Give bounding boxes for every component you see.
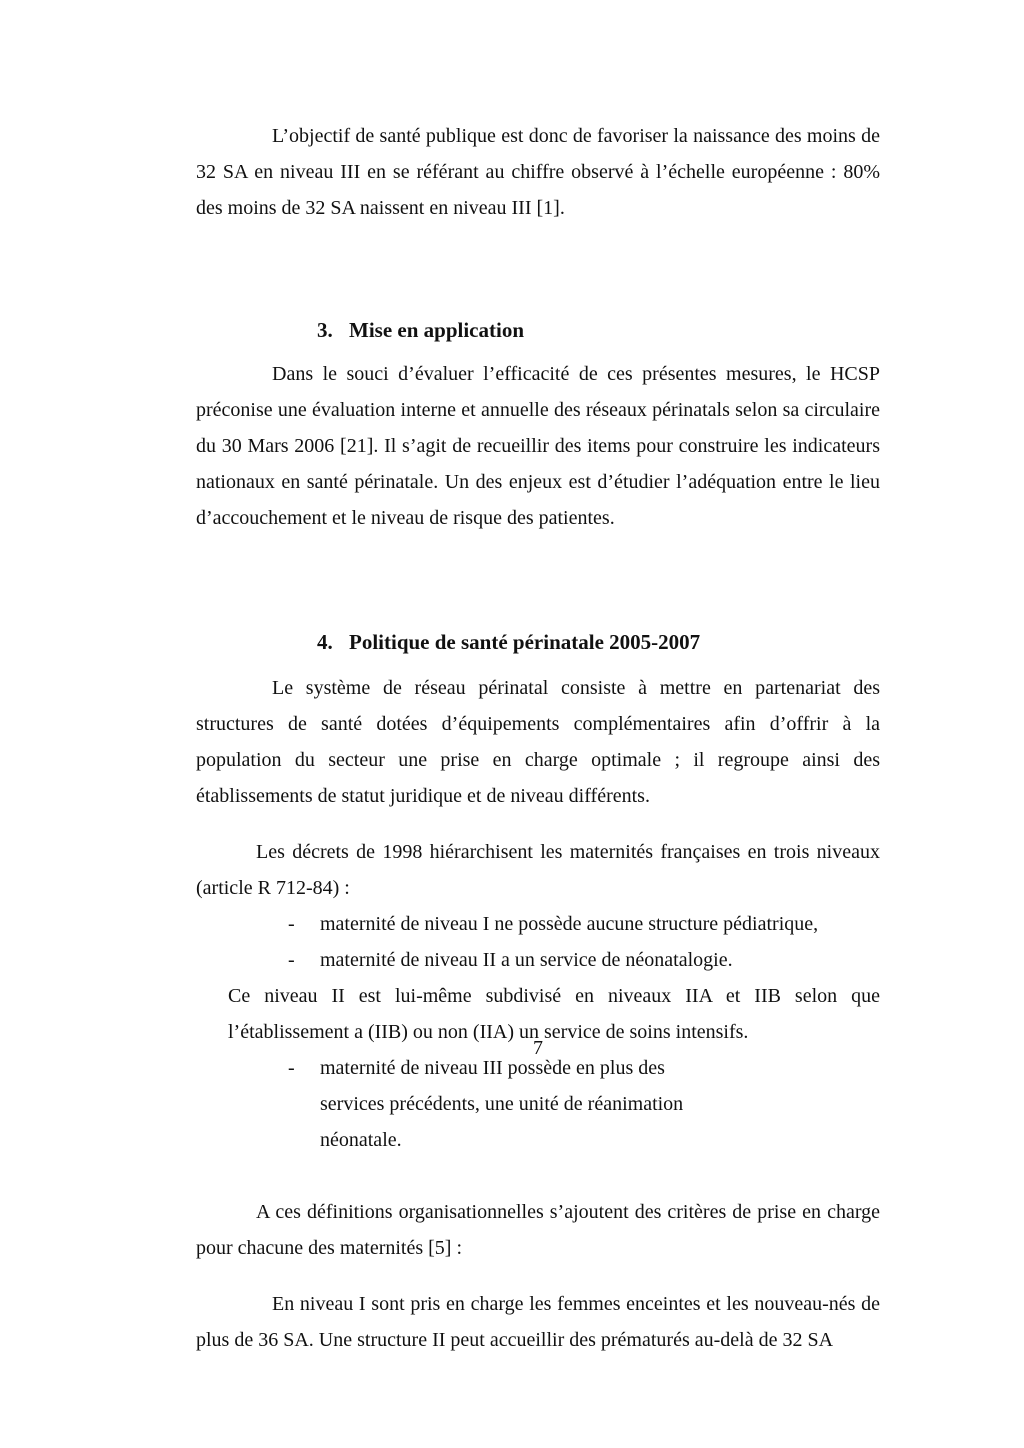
section-4-paragraph-1: Le système de réseau périnatal consiste à mettre en partenariat des structures de santé dotées d’équipements complémentaires afin d’offrir à la population du secteur une prise en charge optimale ; il regroupe ainsi des établissements de statut juridique et de niveau différents. bbox=[196, 677, 880, 807]
level-ii-note: Ce niveau II est lui-même subdivisé en niveaux IIA et IIB selon que l’établissement a (IIB) ou non (IIA) un service de soins intensifs. bbox=[228, 985, 880, 1043]
section-3-number: 3. bbox=[317, 318, 333, 342]
section-3-title: Mise en application bbox=[349, 318, 525, 342]
spacer bbox=[196, 348, 880, 356]
section-4-paragraph-2: Les décrets de 1998 hiérarchisent les maternités françaises en trois niveaux (article R 712-84) : bbox=[196, 841, 880, 899]
section-4-number: 4. bbox=[317, 630, 333, 654]
maternity-level-list-b bbox=[196, 1050, 880, 1158]
list-item bbox=[196, 1050, 880, 1158]
spacer bbox=[196, 226, 880, 312]
section-4-heading bbox=[196, 624, 880, 660]
spacer bbox=[196, 536, 880, 624]
list-dash: - bbox=[288, 913, 295, 935]
intro-paragraph: L’objectif de santé publique est donc de favoriser la naissance des moins de 32 SA en niveau III en se référant au chiffre observé à l’échelle européenne : 80% des moins de 32 SA naissent en niveau III [1]. bbox=[196, 125, 880, 219]
list-item bbox=[196, 906, 880, 942]
list-item bbox=[196, 942, 880, 978]
section-3-heading bbox=[196, 312, 880, 348]
spacer bbox=[196, 1158, 880, 1194]
list-dash: - bbox=[288, 1057, 295, 1079]
section-3-paragraph: Dans le souci d’évaluer l’efficacité de ces présentes mesures, le HCSP préconise une évaluation interne et annuelle des réseaux périnatals selon sa circulaire du 30 Mars 2006 [21]. Il s’agit de recueillir des items pour construire les indicateurs nationaux en santé périnatale. Un des enjeux est d’étudier l’adéquation entre le lieu d’accouchement et le niveau de risque des patientes. bbox=[196, 363, 880, 529]
maternity-level-list-a bbox=[196, 906, 880, 978]
list-item-text: maternité de niveau III possède en plus des services précédents, une unité de réanimation néonatale. bbox=[320, 1057, 684, 1151]
list-dash: - bbox=[288, 949, 295, 971]
spacer bbox=[196, 814, 880, 834]
section-4-paragraph-4: En niveau I sont pris en charge les femmes enceintes et les nouveau-nés de plus de 36 SA. Une structure II peut accueillir des prématurés au-delà de 32 SA bbox=[196, 1293, 880, 1351]
list-item-text: maternité de niveau I ne possède aucune structure pédiatrique, bbox=[320, 913, 819, 935]
document-page bbox=[196, 118, 880, 1358]
list-item-text: maternité de niveau II a un service de néonatalogie. bbox=[320, 949, 733, 971]
page-number: 7 bbox=[533, 1037, 543, 1059]
spacer bbox=[196, 660, 880, 670]
section-4-paragraph-3: A ces définitions organisationnelles s’ajoutent des critères de prise en charge pour chacune des maternités [5] : bbox=[196, 1201, 880, 1259]
spacer bbox=[196, 1266, 880, 1286]
section-4-title: Politique de santé périnatale 2005-2007 bbox=[349, 630, 701, 654]
